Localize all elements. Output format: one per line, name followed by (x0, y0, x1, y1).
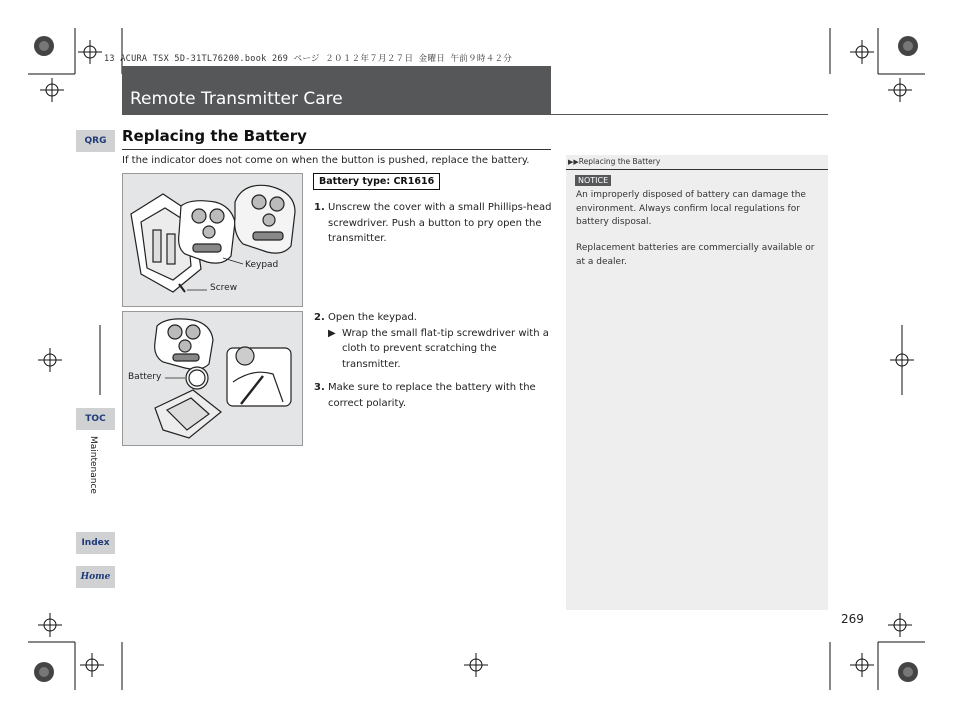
sidebar-ref[interactable] (568, 157, 660, 166)
step-2 (314, 310, 552, 372)
reference-arrow-icon: ▶▶ (568, 158, 579, 166)
home-button[interactable]: Home (76, 566, 115, 588)
title-rule (551, 114, 828, 115)
page-title: Remote Transmitter Care (130, 89, 343, 109)
notice-text: An improperly disposed of battery can damage the environment. Always confirm local regulations for battery disposal. (576, 190, 806, 227)
step-3 (314, 380, 552, 411)
note-text: Replacement batteries are commercially available or at a dealer. (576, 243, 815, 267)
page-number: 269 (841, 612, 864, 626)
step-substep (328, 326, 552, 373)
substep-text: Wrap the small flat-tip screwdriver with a cloth to prevent scratching the transmitter. (342, 327, 549, 370)
step-number: 3. (314, 382, 325, 393)
step-text: Open the keypad. (328, 312, 417, 323)
triangle-arrow-icon: ▶ (328, 327, 336, 339)
step-number: 2. (314, 312, 325, 323)
step-1 (314, 200, 552, 247)
keypad-label: Keypad (245, 260, 279, 270)
section-title: Replacing the Battery (122, 127, 307, 145)
battery-label: Battery (128, 372, 162, 382)
qrg-button[interactable]: QRG (76, 130, 115, 152)
battery-type-box: Battery type: CR1616 (313, 173, 440, 190)
section-intro: If the indicator does not come on when the button is pushed, replace the battery. (122, 155, 530, 166)
section-rule (122, 149, 551, 150)
figure-open-transmitter (122, 173, 303, 307)
toc-button[interactable]: TOC (76, 408, 115, 430)
chapter-label: Maintenance (88, 436, 98, 494)
step-text: Make sure to replace the battery with the correct polarity. (328, 382, 536, 409)
print-header: 13 ACURA TSX 5D-31TL76200.book 269 ページ ２０１２年７月２７日 金曜日 午前９時４２分 (104, 54, 513, 64)
sidebar-ref-title: Replacing the Battery (578, 157, 661, 166)
screw-label: Screw (210, 283, 238, 293)
step-text: Unscrew the cover with a small Phillips-head screwdriver. Push a button to pry open the transmitter. (328, 202, 552, 244)
step-number: 1. (314, 202, 325, 213)
index-button[interactable]: Index (76, 532, 115, 554)
figure-replace-battery (122, 311, 303, 446)
notice-badge: NOTICE (575, 175, 611, 186)
